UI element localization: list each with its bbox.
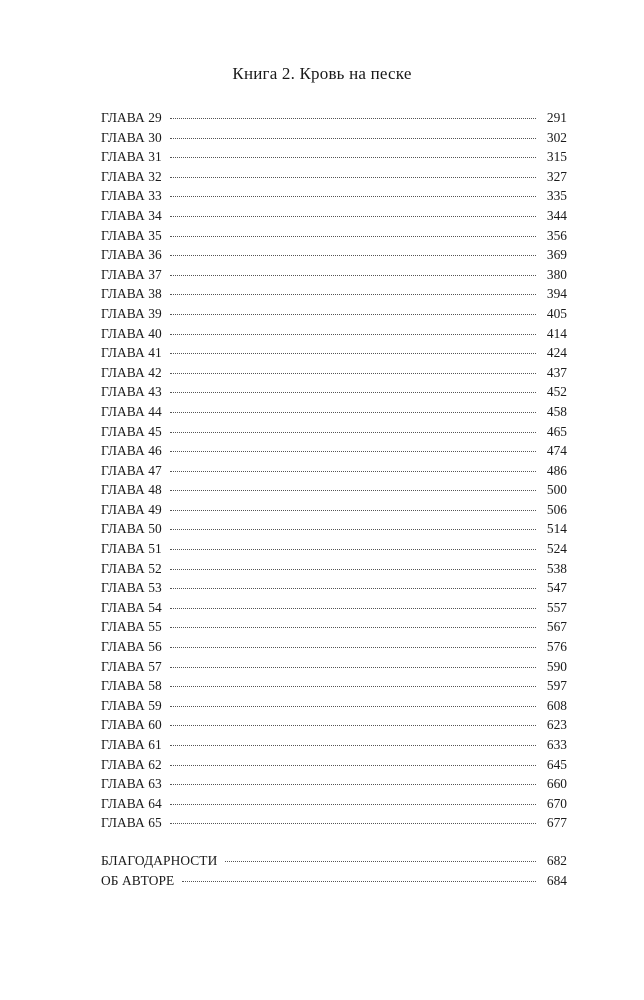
toc-entry-label: ГЛАВА 61 xyxy=(101,737,162,752)
toc-entry-label: ГЛАВА 50 xyxy=(101,521,162,537)
toc-chapter-row xyxy=(101,500,567,520)
toc-entry-label: ГЛАВА 41 xyxy=(101,345,162,361)
toc-chapter-row xyxy=(101,226,567,246)
toc-entry-label: ГЛАВА 54 xyxy=(101,599,162,615)
toc-chapter-row xyxy=(101,363,567,383)
toc-entry-page-number: 670 xyxy=(546,795,567,811)
toc-entry-page-number: 315 xyxy=(546,149,567,165)
toc-chapter-row xyxy=(101,774,567,794)
dot-leader xyxy=(170,450,536,452)
toc-entry-page-number: 623 xyxy=(546,717,567,733)
toc-entry-page-number: 335 xyxy=(546,188,567,204)
toc-entry-page-number: 677 xyxy=(546,815,567,831)
toc-entry-page-number: 302 xyxy=(546,129,567,145)
toc-entry-label: ГЛАВА 47 xyxy=(101,462,162,478)
toc-entry-label: ГЛАВА 53 xyxy=(101,580,162,596)
toc-entry-label: ГЛАВА 37 xyxy=(101,266,162,282)
toc-entry-page-number: 344 xyxy=(546,207,567,223)
dot-leader xyxy=(170,215,536,217)
toc-entry-label: ГЛАВА 45 xyxy=(101,423,162,439)
toc-entry-page-number: 424 xyxy=(546,345,567,361)
toc-chapter-row xyxy=(101,461,567,481)
dot-leader xyxy=(170,568,536,570)
dot-leader xyxy=(170,313,536,315)
toc-entry-label: ГЛАВА 40 xyxy=(101,325,162,341)
toc-entry-label: ГЛАВА 31 xyxy=(101,149,162,165)
toc-entry-page-number: 597 xyxy=(546,678,567,694)
toc-entry-page-number: 394 xyxy=(546,286,567,302)
toc-entry-label: ГЛАВА 57 xyxy=(101,658,162,674)
toc-entry-page-number: 684 xyxy=(546,872,567,888)
dot-leader xyxy=(170,391,536,393)
toc-entry-page-number: 682 xyxy=(546,853,567,868)
toc-entry-label: ГЛАВА 33 xyxy=(101,188,162,204)
toc-chapter-row xyxy=(101,578,567,598)
toc-chapter-row xyxy=(101,186,567,206)
dot-leader xyxy=(170,724,536,726)
toc-chapter-row xyxy=(101,617,567,637)
book-title: Книга 2. Кровь на песке xyxy=(232,64,412,83)
toc-back-matter-row xyxy=(101,851,567,871)
toc-entry-label: ГЛАВА 29 xyxy=(101,110,162,125)
toc-entry-label: ГЛАВА 60 xyxy=(101,717,162,733)
back-matter-list xyxy=(101,851,567,890)
toc-chapter-row xyxy=(101,559,567,579)
toc-entry-label: ОБ АВТОРЕ xyxy=(101,872,175,888)
dot-leader xyxy=(170,764,536,766)
toc-entry-page-number: 645 xyxy=(546,756,567,772)
toc-entry-page-number: 474 xyxy=(546,443,567,459)
toc-chapter-row xyxy=(101,480,567,500)
dot-leader xyxy=(170,509,536,511)
dot-leader xyxy=(170,235,536,237)
dot-leader xyxy=(170,666,536,668)
dot-leader xyxy=(170,411,536,413)
toc-entry-label: ГЛАВА 64 xyxy=(101,795,162,811)
toc-entry-label: ГЛАВА 35 xyxy=(101,227,162,243)
toc-chapter-row xyxy=(101,696,567,716)
dot-leader xyxy=(170,744,536,746)
toc-back-matter-row xyxy=(101,871,567,891)
dot-leader xyxy=(170,176,536,178)
toc-chapter-row xyxy=(101,304,567,324)
toc-entry-page-number: 458 xyxy=(546,403,567,419)
dot-leader xyxy=(170,137,536,139)
toc-chapter-row xyxy=(101,657,567,677)
toc-entry-page-number: 437 xyxy=(546,364,567,380)
toc-entry-label: ГЛАВА 42 xyxy=(101,364,162,380)
toc-chapter-row xyxy=(101,343,567,363)
dot-leader xyxy=(170,803,536,805)
dot-leader xyxy=(170,822,536,824)
toc-entry-label: ГЛАВА 59 xyxy=(101,697,162,713)
toc-entry-page-number: 369 xyxy=(546,247,567,263)
toc-entry-label: ГЛАВА 58 xyxy=(101,678,162,694)
toc-entry-page-number: 557 xyxy=(546,599,567,615)
dot-leader xyxy=(170,254,536,256)
toc-chapter-row xyxy=(101,265,567,285)
dot-leader xyxy=(170,685,536,687)
toc-entry-label: ГЛАВА 49 xyxy=(101,501,162,517)
toc-entry-page-number: 291 xyxy=(546,110,567,125)
toc-chapter-row xyxy=(101,147,567,167)
toc-chapter-row xyxy=(101,382,567,402)
toc-entry-label: ГЛАВА 48 xyxy=(101,482,162,498)
toc-chapter-row xyxy=(101,637,567,657)
toc-chapter-row xyxy=(101,735,567,755)
dot-leader xyxy=(182,880,536,882)
toc-chapter-row xyxy=(101,128,567,148)
dot-leader xyxy=(170,607,536,609)
toc-entry-label: ГЛАВА 38 xyxy=(101,286,162,302)
dot-leader xyxy=(170,333,536,335)
dot-leader xyxy=(170,489,536,491)
toc-entry-page-number: 608 xyxy=(546,697,567,713)
toc-chapter-row xyxy=(101,794,567,814)
toc-entry-label: ГЛАВА 30 xyxy=(101,129,162,145)
dot-leader xyxy=(170,156,536,158)
toc-entry-page-number: 567 xyxy=(546,619,567,635)
toc-entry-page-number: 524 xyxy=(546,541,567,557)
dot-leader xyxy=(170,352,536,354)
toc-entry-label: ГЛАВА 62 xyxy=(101,756,162,772)
toc-entry-page-number: 327 xyxy=(546,168,567,184)
toc-entry-page-number: 660 xyxy=(546,776,567,792)
dot-leader xyxy=(170,646,536,648)
toc-chapter-row xyxy=(101,813,567,833)
toc-entry-label: ГЛАВА 65 xyxy=(101,815,162,831)
toc-chapter-row xyxy=(101,598,567,618)
toc-entry-label: ГЛАВА 55 xyxy=(101,619,162,635)
toc-chapter-row xyxy=(101,167,567,187)
toc-chapter-row xyxy=(101,245,567,265)
dot-leader xyxy=(170,528,536,530)
toc-entry-label: ГЛАВА 39 xyxy=(101,305,162,321)
toc-chapter-row xyxy=(101,676,567,696)
toc-chapter-row xyxy=(101,284,567,304)
toc-entry-page-number: 405 xyxy=(546,305,567,321)
dot-leader xyxy=(170,274,536,276)
toc-entry-label: ГЛАВА 32 xyxy=(101,168,162,184)
dot-leader xyxy=(170,117,536,119)
toc-entry-page-number: 514 xyxy=(546,521,567,537)
dot-leader xyxy=(170,293,536,295)
toc-entry-label: ГЛАВА 52 xyxy=(101,560,162,576)
toc-entry-page-number: 576 xyxy=(546,639,567,655)
toc-entry-label: ГЛАВА 44 xyxy=(101,403,162,419)
toc-chapter-row xyxy=(101,422,567,442)
toc-entry-page-number: 486 xyxy=(546,462,567,478)
toc-entry-page-number: 356 xyxy=(546,227,567,243)
toc-entry-label: БЛАГОДАРНОСТИ xyxy=(101,853,218,868)
toc-chapter-row xyxy=(101,108,567,128)
dot-leader xyxy=(170,705,536,707)
toc-chapter-row xyxy=(101,402,567,422)
toc-entry-page-number: 538 xyxy=(546,560,567,576)
toc-chapter-row xyxy=(101,324,567,344)
toc-chapter-row xyxy=(101,441,567,461)
toc-entry-page-number: 465 xyxy=(546,423,567,439)
dot-leader xyxy=(170,587,536,589)
dot-leader xyxy=(170,431,536,433)
dot-leader xyxy=(170,626,536,628)
toc-chapter-row xyxy=(101,715,567,735)
toc-entry-label: ГЛАВА 36 xyxy=(101,247,162,263)
toc-entry-page-number: 506 xyxy=(546,501,567,517)
dot-leader xyxy=(170,548,536,550)
toc-entry-page-number: 380 xyxy=(546,266,567,282)
dot-leader xyxy=(170,372,536,374)
toc-entry-label: ГЛАВА 34 xyxy=(101,207,162,223)
dot-leader xyxy=(225,860,536,862)
toc-entry-page-number: 633 xyxy=(546,737,567,752)
dot-leader xyxy=(170,195,536,197)
toc-entry-page-number: 414 xyxy=(546,325,567,341)
toc-chapter-row xyxy=(101,755,567,775)
toc-chapter-row xyxy=(101,206,567,226)
toc-entry-label: ГЛАВА 51 xyxy=(101,541,162,557)
toc-entry-page-number: 547 xyxy=(546,580,567,596)
toc-entry-page-number: 500 xyxy=(546,482,567,498)
toc-chapter-row xyxy=(101,539,567,559)
toc-entry-label: ГЛАВА 46 xyxy=(101,443,162,459)
toc-chapter-row xyxy=(101,519,567,539)
toc-entry-label: ГЛАВА 43 xyxy=(101,384,162,400)
toc-entry-label: ГЛАВА 63 xyxy=(101,776,162,792)
dot-leader xyxy=(170,783,536,785)
toc-entry-page-number: 452 xyxy=(546,384,567,400)
toc-entry-page-number: 590 xyxy=(546,658,567,674)
toc-entry-label: ГЛАВА 56 xyxy=(101,639,162,655)
chapter-list xyxy=(101,108,567,833)
dot-leader xyxy=(170,470,536,472)
